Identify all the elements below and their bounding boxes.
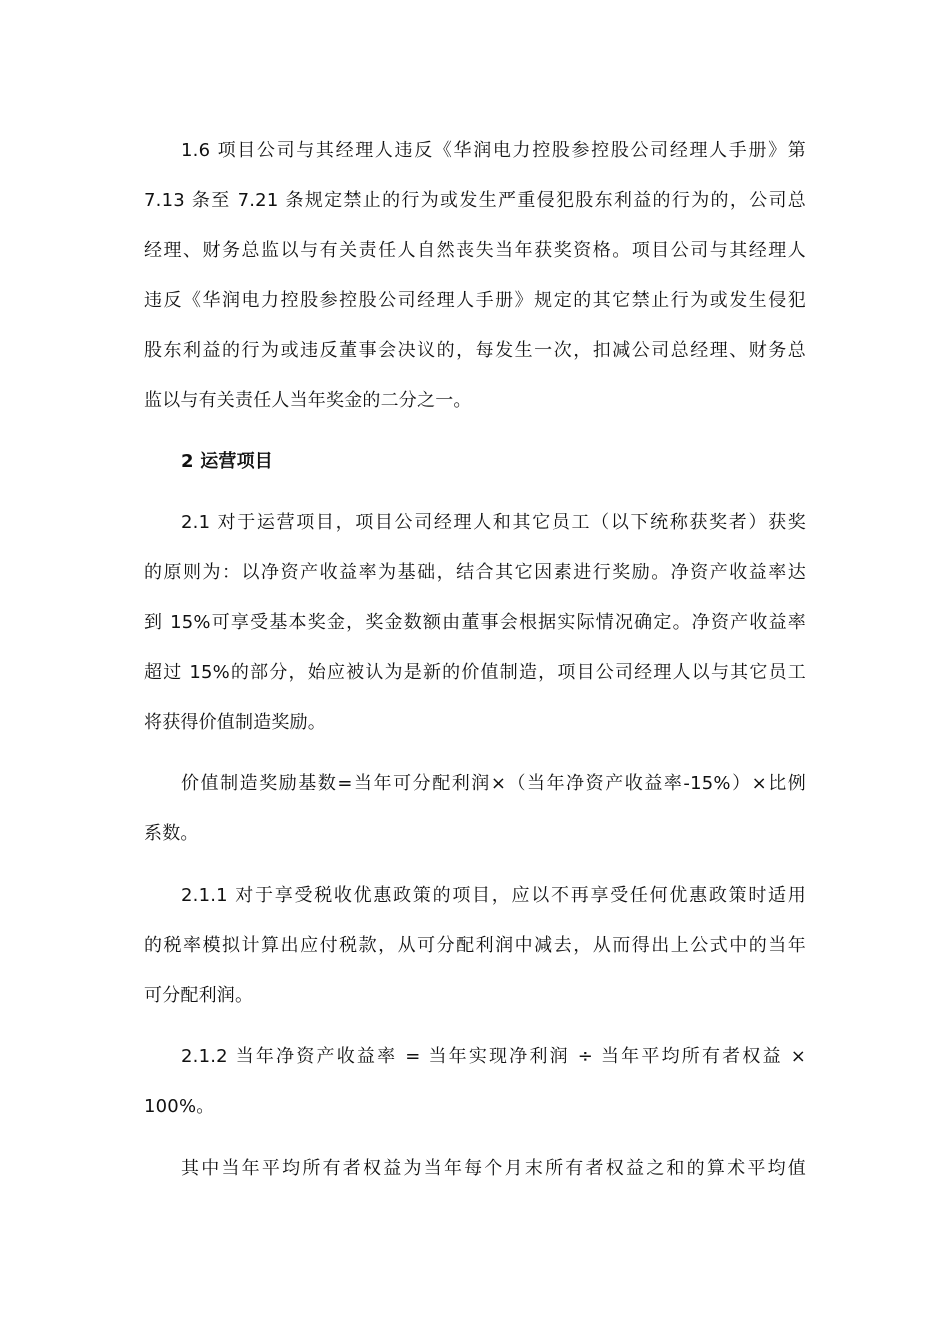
document-page: [144, 0, 806, 1344]
para-1-6-line-3: 经理、财务总监以与有关责任人自然丧失当年获奖资格。项目公司与其经理人: [144, 240, 806, 261]
para-average-equity-line-1: 其中当年平均所有者权益为当年每个月末所有者权益之和的算术平均值: [181, 1158, 806, 1179]
para-2-1-1-line-1: 2.1.1 对于享受税收优惠政策的项目，应以不再享受任何优惠政策时适用: [181, 885, 806, 906]
para-1-6-line-1: 1.6 项目公司与其经理人违反《华润电力控股参控股公司经理人手册》第: [181, 140, 806, 161]
para-2-1-2-line-1: 2.1.2 当年净资产收益率 = 当年实现净利润 ÷ 当年平均所有者权益 ×: [181, 1046, 806, 1067]
para-2-1-line-3: 到 15%可享受基本奖金，奖金数额由董事会根据实际情况确定。净资产收益率: [144, 612, 806, 633]
para-1-6-line-4: 违反《华润电力控股参控股公司经理人手册》规定的其它禁止行为或发生侵犯: [144, 290, 806, 311]
formula-line-1: 价值制造奖励基数=当年可分配利润×（当年净资产收益率-15%）×比例: [181, 773, 806, 794]
formula-line-2: 系数。: [144, 823, 199, 844]
para-2-1-line-4: 超过 15%的部分，始应被认为是新的价值制造，项目公司经理人以与其它员工: [144, 662, 806, 683]
para-2-1-1-line-3: 可分配利润。: [144, 985, 254, 1006]
section-heading-2: 2 运营项目: [181, 451, 273, 472]
para-1-6-line-6: 监以与有关责任人当年奖金的二分之一。: [144, 390, 472, 411]
para-2-1-2-line-2: 100%。: [144, 1096, 215, 1117]
para-2-1-line-5: 将获得价值制造奖励。: [144, 712, 326, 733]
para-2-1-1-line-2: 的税率模拟计算出应付税款，从可分配利润中减去，从而得出上公式中的当年: [144, 935, 806, 956]
para-2-1-line-1: 2.1 对于运营项目，项目公司经理人和其它员工（以下统称获奖者）获奖: [181, 512, 806, 533]
para-2-1-line-2: 的原则为：以净资产收益率为基础，结合其它因素进行奖励。净资产收益率达: [144, 562, 806, 583]
para-1-6-line-2: 7.13 条至 7.21 条规定禁止的行为或发生严重侵犯股东利益的行为的，公司总: [144, 190, 806, 211]
para-1-6-line-5: 股东利益的行为或违反董事会决议的，每发生一次，扣减公司总经理、财务总: [144, 340, 806, 361]
